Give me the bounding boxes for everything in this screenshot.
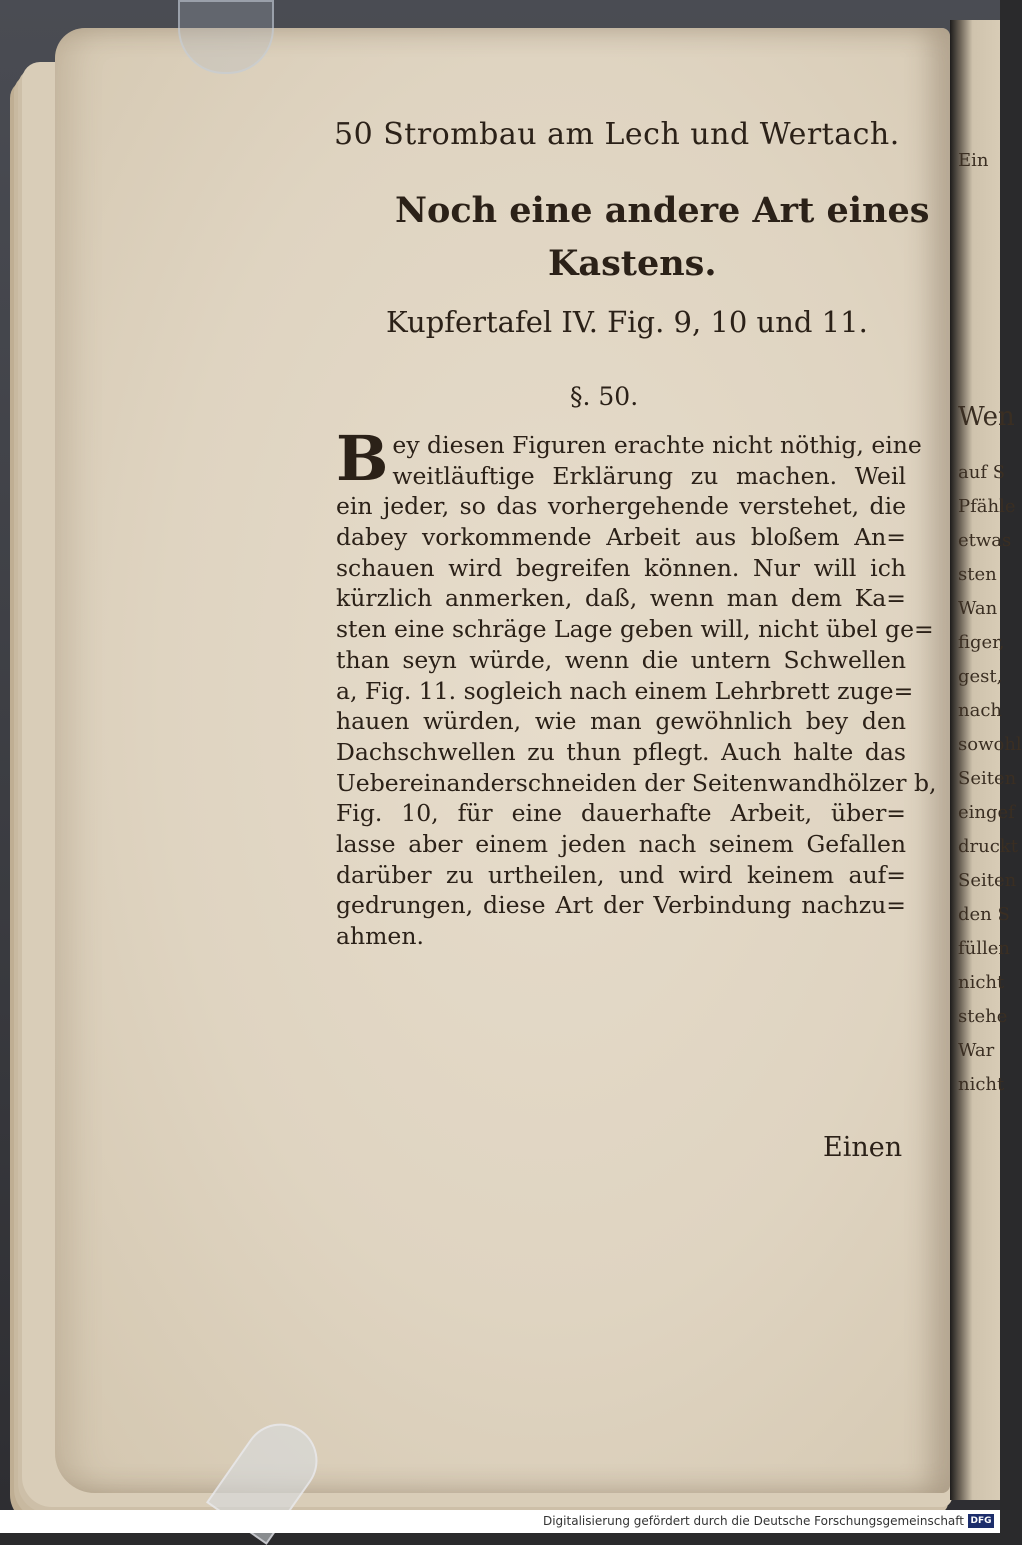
adjacent-fragment: eingef xyxy=(958,802,1015,823)
adjacent-fragment: den S xyxy=(958,904,1010,925)
body-text xyxy=(336,422,937,952)
dfg-logo: DFG xyxy=(968,1514,994,1528)
adjacent-fragment: Wen xyxy=(958,402,1015,432)
body-line: sten eine schräge Lage geben will, nicht übel ge= xyxy=(336,615,934,644)
adjacent-fragment: War xyxy=(958,1040,995,1061)
plate-reference: Kupfertafel IV. Fig. 9, 10 und 11. xyxy=(386,305,868,339)
body-line: weitläuftige Erklärung zu machen. Weil xyxy=(392,461,906,490)
adjacent-fragment: etwas xyxy=(958,530,1012,551)
body-line: hauen würden, wie man gewöhnlich bey den xyxy=(336,707,906,736)
chapter-title-line-1: Noch eine andere Art eines xyxy=(395,190,930,231)
adjacent-fragment: gest, xyxy=(958,666,1003,687)
adjacent-fragment: sten xyxy=(958,564,997,585)
footer-bar xyxy=(0,1510,1000,1533)
body-line: schauen wird begreifen können. Nur will ich xyxy=(336,553,906,582)
body-line: kürzlich anmerken, daß, wenn man dem Ka= xyxy=(336,584,906,613)
adjacent-fragment: nicht xyxy=(958,1074,1005,1095)
funding-credit: Digitalisierung gefördert durch die Deutsche Forschungsgemeinschaft xyxy=(542,1514,964,1528)
drop-cap: B xyxy=(336,422,389,495)
adjacent-fragment: figer, xyxy=(958,632,1005,653)
adjacent-fragment: nicht xyxy=(958,972,1005,993)
section-number: §. 50. xyxy=(570,382,639,411)
adjacent-fragment: Pfähle xyxy=(958,496,1016,517)
adjacent-fragment: Ein xyxy=(958,150,989,171)
body-line: ahmen. xyxy=(336,922,424,950)
adjacent-fragment: Seiten xyxy=(958,768,1017,789)
adjacent-fragment: füllen xyxy=(958,938,1011,959)
running-head: 50 Strombau am Lech und Wertach. xyxy=(334,117,900,152)
body-line: darüber zu urtheilen, und wird keinem auf= xyxy=(336,860,906,889)
adjacent-fragment: nach xyxy=(958,700,1002,721)
adjacent-fragment: Seiten xyxy=(958,870,1017,891)
adjacent-fragment: Wan xyxy=(958,598,998,619)
adjacent-fragment: druckt xyxy=(958,836,1018,857)
body-line: ein jeder, so das vorhergehende verstehet, die xyxy=(336,492,906,521)
body-line: a, Fig. 11. sogleich nach einem Lehrbrett zuge= xyxy=(336,676,914,705)
body-line: lasse aber einem jeden nach seinem Gefallen xyxy=(336,829,906,858)
adjacent-fragment: stehe xyxy=(958,1006,1008,1027)
body-line: dabey vorkommende Arbeit aus bloßem An= xyxy=(336,523,906,552)
adjacent-fragment: sowohl xyxy=(958,734,1022,755)
catchword: Einen xyxy=(823,1132,903,1163)
body-line: than seyn würde, wenn die untern Schwellen xyxy=(336,645,906,674)
body-line: Dachschwellen zu thun pflegt. Auch halte das xyxy=(336,737,906,766)
body-line: Fig. 10, für eine dauerhafte Arbeit, über= xyxy=(336,799,906,828)
adjacent-fragment: auf S xyxy=(958,462,1006,483)
chapter-title-line-2: Kastens. xyxy=(548,243,717,284)
adjacent-page xyxy=(950,20,1003,1500)
body-line: ey diesen Figuren erachte nicht nöthig, eine xyxy=(392,431,922,459)
body-line: gedrungen, diese Art der Verbindung nachzu= xyxy=(336,891,906,920)
body-line: Uebereinanderschneiden der Seitenwandhölzer b, xyxy=(336,768,937,797)
